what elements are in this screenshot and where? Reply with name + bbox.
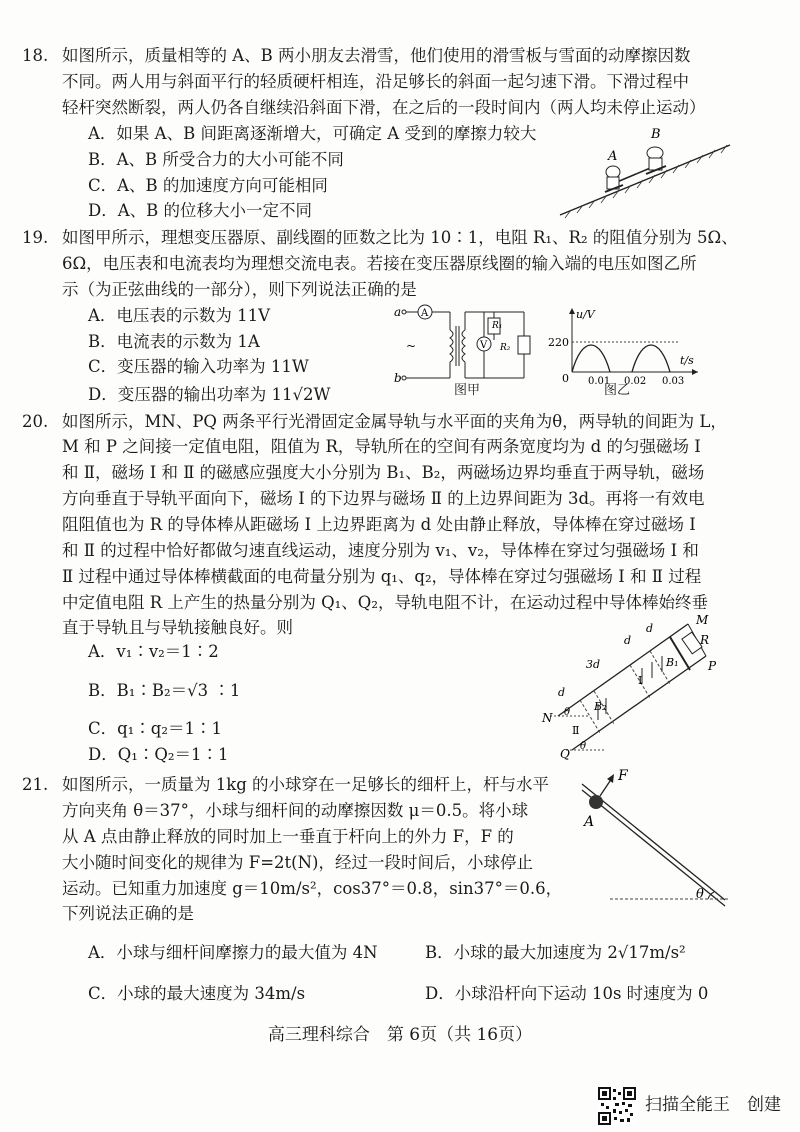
graph-xlabel: t/s: [680, 354, 694, 367]
q19-number: 19.: [22, 228, 49, 247]
skier-a-icon: [605, 166, 623, 192]
label-r: R: [700, 633, 710, 647]
label-b1: B₁: [666, 656, 679, 669]
graph-ylabel: u/V: [576, 308, 595, 321]
q20-option-a: A．v₁∶v₂＝1∶2: [88, 642, 219, 661]
graph-origin: 0: [562, 372, 569, 385]
r1-label: R₁: [492, 321, 503, 331]
fig-jia-caption: 图甲: [454, 383, 481, 398]
graph-t1: 0.01: [588, 376, 611, 386]
page-footer: 高三理科综合 第 6页（共 16页）: [267, 1025, 533, 1045]
label-theta-2: θ: [580, 741, 587, 752]
q18-line-1: 如图所示，质量相等的 A、B 两小朋友去滑雪，他们使用的滑雪板与雪面的动摩擦因数: [62, 46, 691, 65]
q19-option-b: B．电流表的示数为 1A: [88, 332, 260, 351]
label-n: N: [542, 711, 553, 725]
q20-line-1: 如图所示，MN、PQ 两条平行光滑固定金属导轨与水平面的夹角为θ，两导轨的间距为 L，: [62, 412, 727, 431]
q20-option-d: D．Q₁∶Q₂＝1∶1: [88, 745, 229, 764]
label-d-low: d: [558, 686, 566, 699]
label-theta-1: θ: [564, 707, 571, 718]
q18-option-a: A．如果 A、B 间距离逐渐增大，可确定 A 受到的摩擦力较大: [88, 124, 537, 143]
q19-option-c: C．变压器的输入功率为 11W: [88, 357, 309, 376]
q19-option-d: D．变压器的输出功率为 11√2W: [88, 385, 331, 404]
rail-mn: [558, 624, 688, 716]
label-theta: θ: [696, 887, 704, 902]
graph-peak-label: 220: [548, 336, 569, 349]
q21-option-d: D．小球沿杆向下运动 10s 时速度为 0: [425, 984, 709, 1003]
q19-voltage-graph: [548, 306, 706, 386]
inclined-rod: [582, 784, 725, 900]
q21-line-2: 方向夹角 θ＝37°，小球与细杆间的动摩擦因数 μ＝0.5。将小球: [62, 801, 529, 820]
label-b2: B₂: [594, 700, 607, 713]
q20-rails-figure: [520, 612, 720, 764]
q18-slope-figure: [555, 120, 735, 220]
r2-label: R₂: [500, 343, 511, 353]
q21-line-6: 下列说法正确的是: [62, 904, 194, 923]
label-q: Q: [560, 747, 570, 761]
ball-icon: [589, 795, 603, 809]
graph-t2: 0.02: [624, 376, 647, 386]
q20-number: 20.: [22, 412, 49, 431]
q19-option-a: A．电压表的示数为 11V: [88, 306, 271, 325]
q20-line-3: 和 Ⅱ，磁场 Ⅰ 和 Ⅱ 的磁感应强度大小分别为 B₁、B₂，两磁场边界均垂直于两导轨，磁场: [62, 463, 705, 482]
label-f: F: [618, 768, 628, 784]
circuit-terminal-b: b: [394, 371, 402, 385]
q18-line-2: 不同。两人用与斜面平行的轻质硬杆相连，沿足够长的斜面一起匀速下滑。下滑过程中: [62, 72, 689, 91]
label-p: P: [708, 659, 717, 673]
q21-rod-figure: [560, 760, 735, 910]
fig-yi-caption: 图乙: [604, 383, 631, 398]
circuit-terminal-a: a: [394, 305, 402, 319]
q21-option-c: C．小球的最大速度为 34m/s: [88, 984, 306, 1003]
q18-line-3: 轻杆突然断裂，两人仍各自继续沿斜面下滑，在之后的一段时间内（两人均未停止运动）: [62, 98, 706, 117]
q20-line-8: 中定值电阻 R 上产生的热量分别为 Q₁、Q₂，导轨电阻不计，在运动过程中导体棒始终垂: [62, 593, 708, 612]
q19-line-3: 示（为正弦曲线的一部分），则下列说法正确的是: [62, 280, 417, 299]
q19-line-1: 如图甲所示，理想变压器原、副线圈的匝数之比为 10∶1，电阻 R₁、R₂ 的阻值分别为 5Ω、: [62, 228, 738, 247]
label-3d: 3d: [586, 658, 601, 671]
q20-line-5: 阻阻值也为 R 的导体棒从距磁场 Ⅰ 上边界距离为 d 处由静止释放，导体棒在穿过磁场 Ⅰ: [62, 515, 696, 534]
q20-line-7: Ⅱ 过程中通过导体棒横截面的电荷量分别为 q₁、q₂，导体棒在穿过匀强磁场 Ⅰ 和 Ⅱ 过程: [62, 567, 702, 586]
voltmeter-label: V: [480, 340, 488, 351]
q19-line-2: 6Ω，电压表和电流表均为理想交流电表。若接在变压器原线圈的输入端的电压如图乙所: [62, 254, 697, 273]
label-a: A: [584, 814, 595, 830]
q21-line-4: 大小随时间变化的规律为 F=2t(N)，经过一段时间后，小球停止: [62, 853, 533, 872]
q20-option-c: C．q₁∶q₂＝1∶1: [88, 719, 222, 738]
scanner-watermark: 扫描全能王 创建: [645, 1095, 781, 1115]
q20-line-4: 方向垂直于导轨平面向下，磁场 Ⅰ 的下边界与磁场 Ⅱ 的上边界间距为 3d。再将一有效电: [62, 489, 705, 508]
label-d-mid: d: [624, 634, 632, 647]
skier-b-icon: [646, 147, 666, 174]
q18-option-d: D．A、B 的位移大小一定不同: [88, 201, 313, 220]
q20-line-9: 直于导轨且与导轨接触良好。则: [62, 618, 293, 637]
label-field-1: Ⅰ: [638, 674, 643, 687]
q21-number: 21.: [22, 775, 49, 794]
sine-wave: [572, 345, 670, 372]
q21-line-1: 如图所示，一质量为 1kg 的小球穿在一足够长的细杆上，杆与水平: [62, 775, 550, 794]
q20-option-b: B．B₁∶B₂＝√3 ∶1: [88, 681, 241, 700]
q18-option-b: B．A、B 所受合力的大小可能不同: [88, 150, 344, 169]
q21-option-a: A．小球与细杆间摩擦力的最大值为 4N: [88, 943, 378, 962]
resistor-r2-icon: [518, 336, 530, 354]
ac-source-symbol: ~: [406, 339, 417, 353]
label-d-top: d: [646, 622, 654, 635]
graph-t3: 0.03: [662, 376, 685, 386]
q21-option-b: B．小球的最大加速度为 2√17m/s²: [425, 943, 686, 962]
q18-label-a: A: [608, 149, 618, 164]
primary-coil-icon: [450, 330, 453, 362]
q20-line-6: 和 Ⅱ 的过程中恰好都做匀速直线运动，速度分别为 v₁、v₂，导体棒在穿过匀强磁场 Ⅰ 和: [62, 541, 699, 560]
secondary-coil-icon: [462, 330, 465, 362]
q20-line-2: M 和 P 之间接一定值电阻，阻值为 R，导轨所在的空间有两条宽度均为 d 的匀强磁场 Ⅰ: [62, 437, 701, 456]
label-field-2: Ⅱ: [572, 724, 580, 737]
q18-label-b: B: [651, 127, 661, 142]
qr-code-icon: [598, 1087, 636, 1125]
q18-option-c: C．A、B 的加速度方向可能相同: [88, 176, 328, 195]
q21-line-5: 运动。已知重力加速度 g＝10m/s²，cos37°＝0.8，sin37°＝0.6，: [62, 879, 563, 898]
ammeter-label: A: [421, 308, 429, 319]
label-m: M: [696, 613, 709, 627]
q18-number: 18.: [22, 46, 49, 65]
q21-line-3: 从 A 点由静止释放的同时加上一垂直于杆向上的外力 F，F 的: [62, 827, 514, 846]
